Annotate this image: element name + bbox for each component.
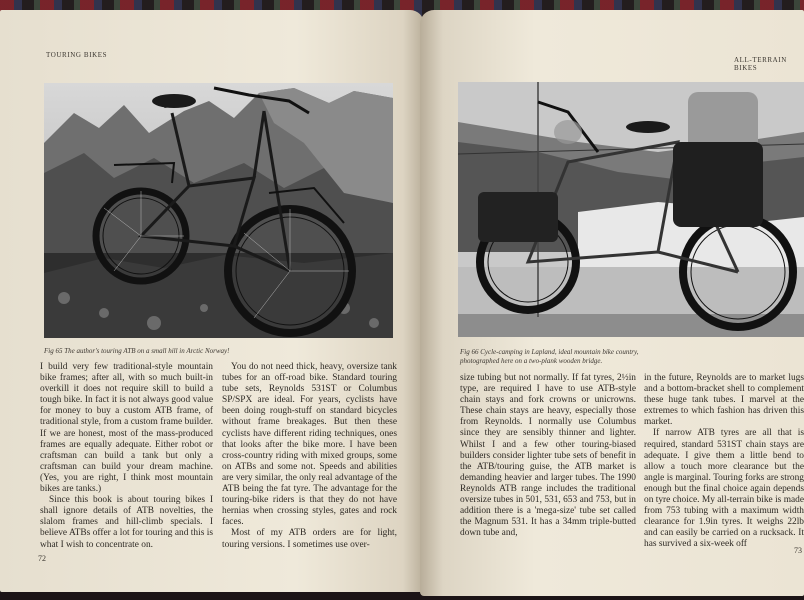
paragraph: Most of my ATB orders are for light, touring versions. I sometimes use over-	[222, 528, 397, 550]
right-figure-caption-line-2: photographed here on a two-plank wooden bridge.	[460, 357, 603, 365]
left-page	[0, 10, 424, 592]
paragraph: You do not need thick, heavy, oversize tank tubes for an off-road bike. Standard touring tube sets, Reynolds 531ST or Columbus SP/SPX are ideal. For years, cyclists have been doing rough-stuff on standard bicycles without frame breakages. But then these cyclists have different riding techniques, ones that looks after the bike more. I have been cross-country riding with mixed groups, some on ATBs and some not. Speeds and abilities are very similar, the only real advantage of the ATB being the fat tyre. The advantage for the touring-bike riders is that they do not have hernias when crossing styles, gates and rock faces.	[222, 362, 397, 528]
paragraph: If narrow ATB tyres are all that is required, standard 531ST chain stays are adequate. I give them a little bend to allow a touch more clearance but the angle is marginal. Touring forks are strong enough but the final choice again depends on tyre choice. My all-terrain bike is made from 753 tubing with a maximum width clearance for 1.9in tyres. It weighs 22lb and can easily be carried on a rucksack. It has survived a six-week off	[644, 428, 804, 550]
paragraph: I build very few traditional-style mountain bike frames; after all, with so much built-in overkill it does not require skill to build a tough bike. In fact it is not always good value for money to buy a custom ATB frame, of traditional style, from a custom frame builder. If we are honest, most of the mass-produced frames are equally adequate. Either robot or craftsman can build a tank but only a craftsman can build your dream machine. (Yes, you are right, I think most mountain bikes are tanks.)	[40, 362, 213, 495]
paragraph: in the future, Reynolds are to market lugs and a bottom-bracket shell to complement these huge tank tubes. I marvel at the extremes to which fashion has driven this market.	[644, 373, 804, 428]
left-page-column-2	[222, 362, 397, 551]
left-page-number: 72	[38, 554, 46, 563]
paragraph: Since this book is about touring bikes I shall ignore details of ATB novelties, the slalom frames and hill-climb specials. I believe ATBs offer a lot for touring and this is what I wish to concentrate on.	[40, 495, 213, 550]
right-page-column-2	[644, 373, 804, 551]
photo-touring-atb-norway	[44, 83, 393, 338]
left-page-column-1	[40, 362, 213, 551]
right-page	[420, 10, 804, 596]
right-page-column-1	[460, 373, 636, 539]
photo-cycle-camping-lapland	[458, 82, 804, 337]
right-running-head: ALL-TERRAIN BIKES	[734, 56, 787, 72]
paragraph: size tubing but not normally. If fat tyres, 2½in type, are required I have to use ATB-style chain stays and fork crowns or unicrowns. These chain stays are heavy, especially those from Reynolds. I normally use Columbus since they are sensibly thinner and lighter. Whilst I and a few other touring-biased builders consider lighter tube sets of benefit in the ATB/touring guise, the ATB market is demanding heavier and larger tubes. The 1990 Reynolds ATB range includes the traditional oversize tubes in 501, 531, 653 and 753, but in addition there is a 'mega-size' tube set called the Magnum 531. It has a 34mm triple-butted down tube and,	[460, 373, 636, 539]
right-figure-caption-line-1: Fig 66 Cycle-camping in Lapland, ideal mountain bike country,	[460, 348, 639, 356]
right-page-number: 73	[794, 546, 802, 555]
left-figure-caption: Fig 65 The author's touring ATB on a small hill in Arctic Norway!	[44, 347, 230, 355]
bicycle-mountain-photo	[44, 83, 393, 338]
bicycle-bridge-photo	[458, 82, 804, 337]
left-running-head: TOURING BIKES	[46, 51, 108, 59]
